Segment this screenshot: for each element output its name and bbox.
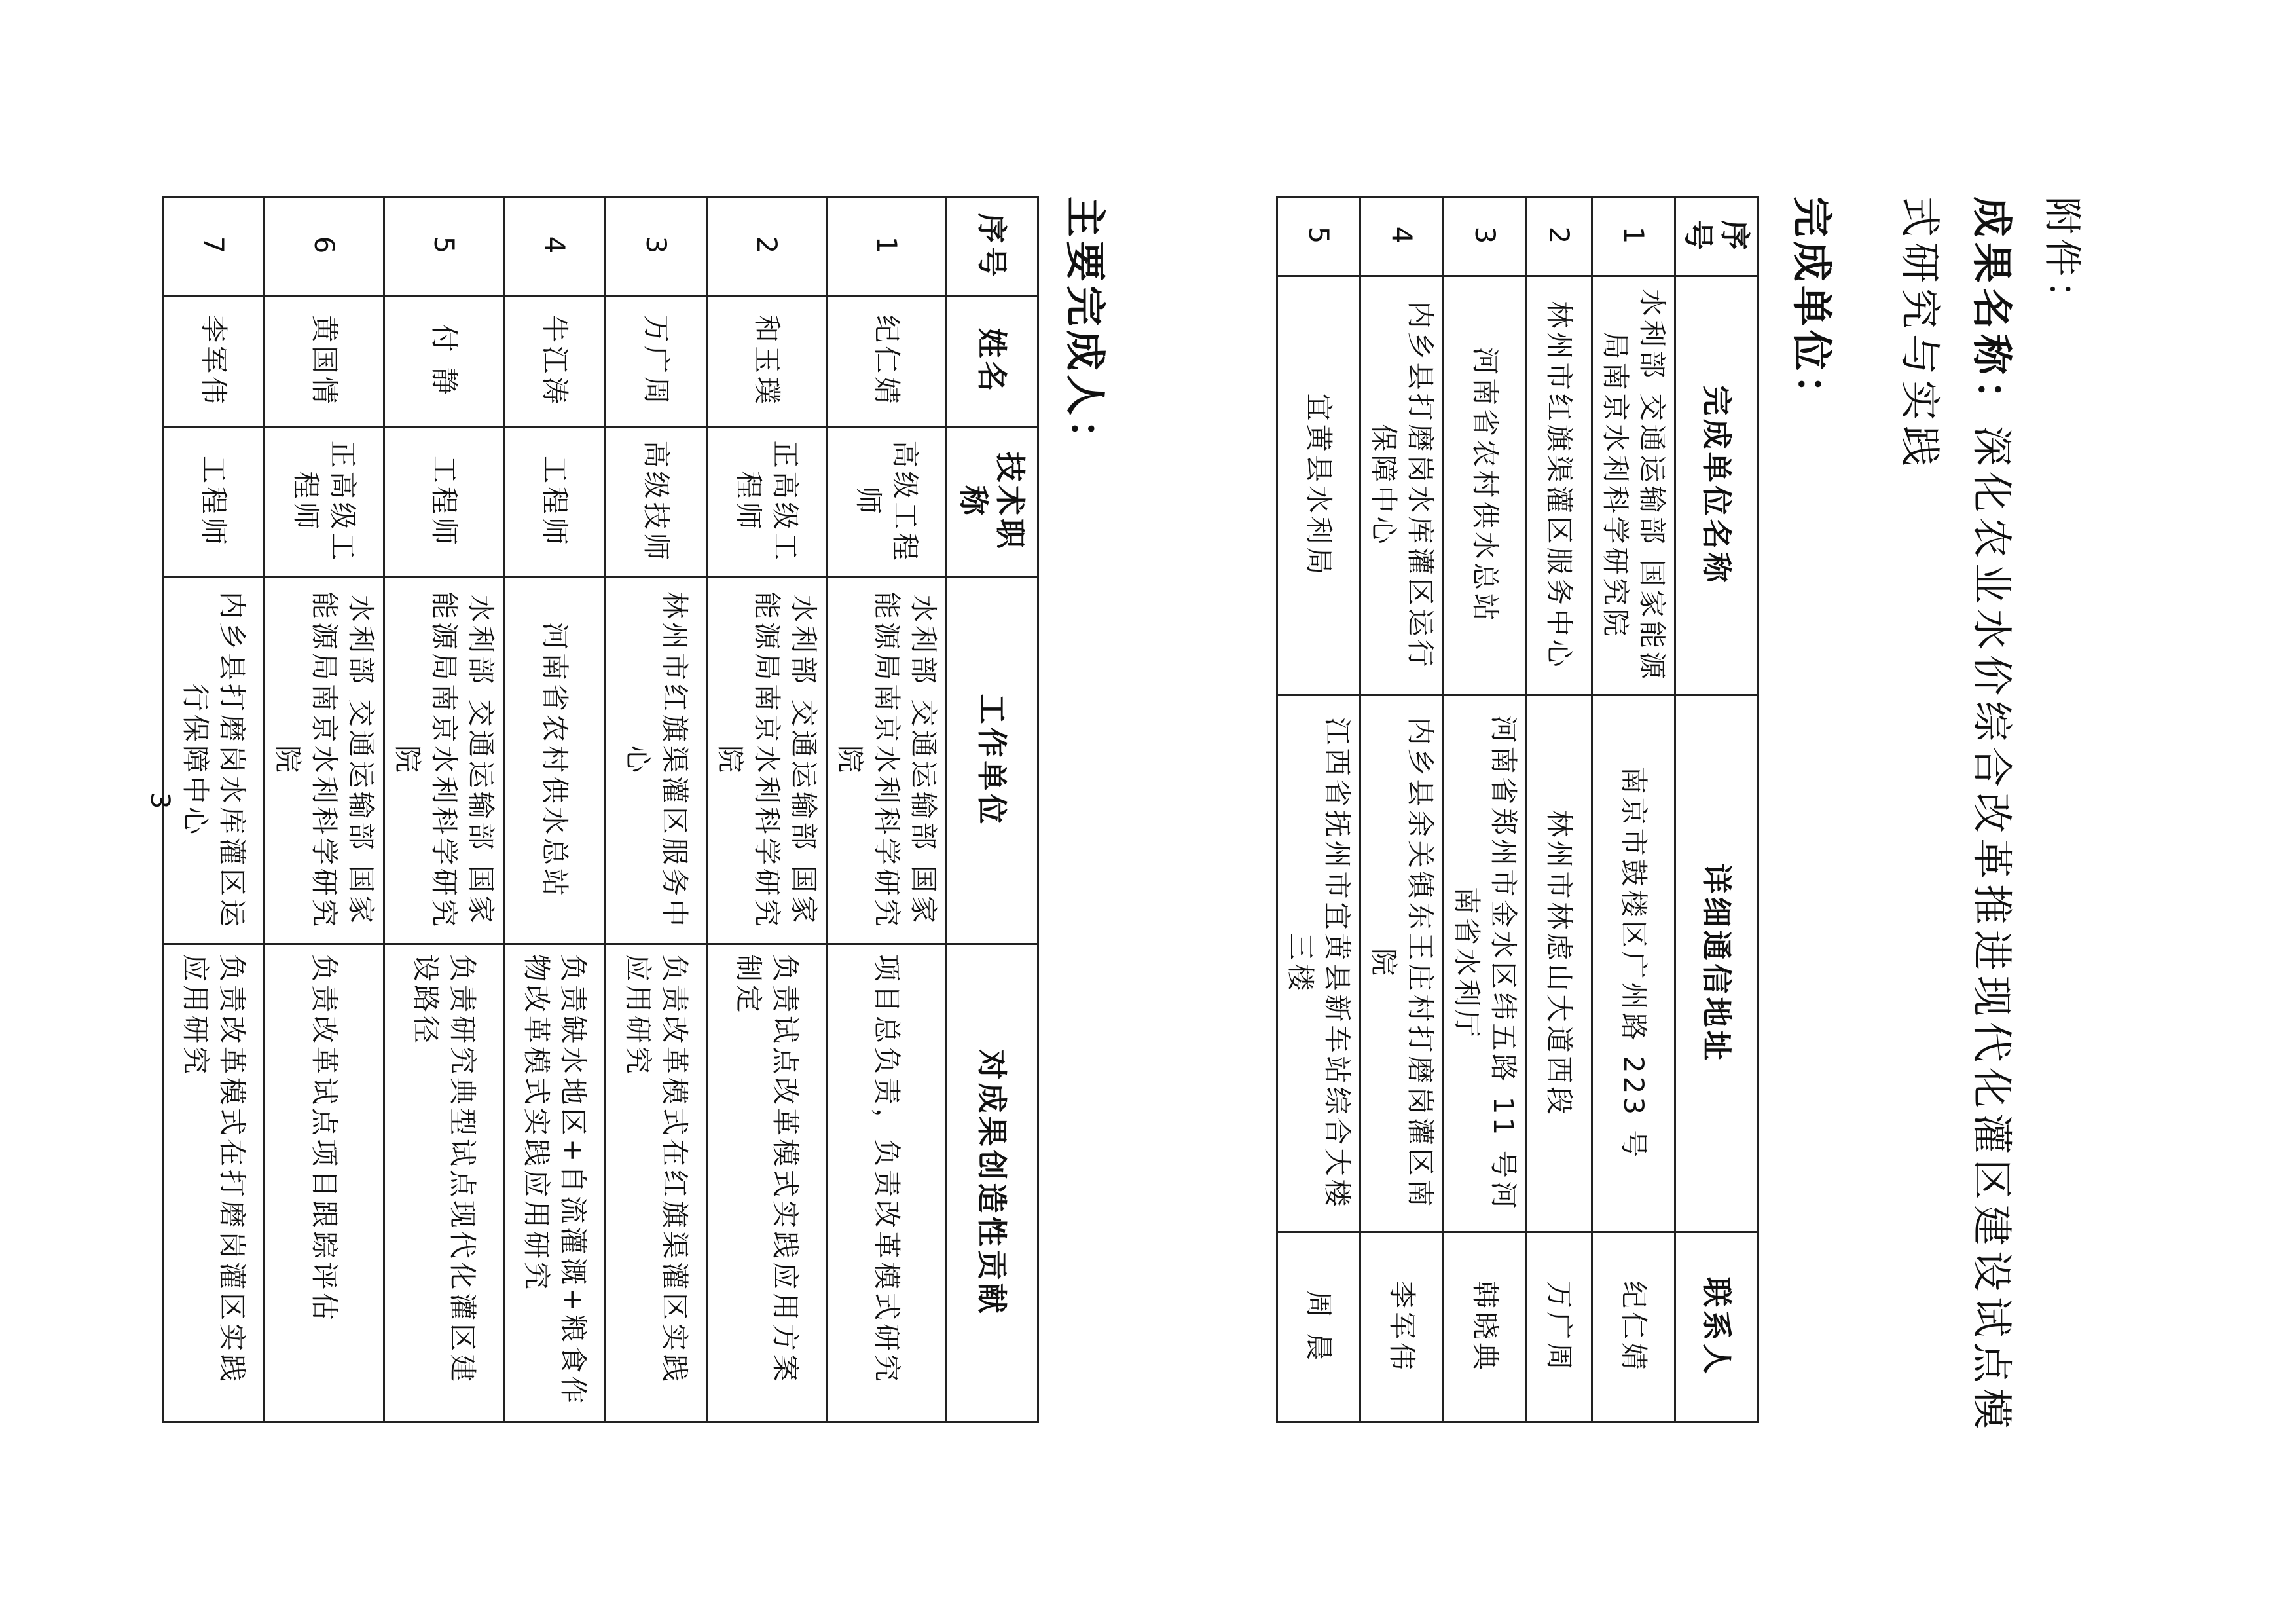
table-row <box>827 198 947 1422</box>
person-no: 4 <box>504 198 606 296</box>
person-contribution: 负责改革试点项目跟踪评估 <box>264 944 384 1422</box>
header-title: 技术职称 <box>947 427 1038 578</box>
person-no: 2 <box>707 198 827 296</box>
table-row <box>1277 198 1360 1422</box>
person-name: 和玉璞 <box>707 296 827 427</box>
unit-no: 5 <box>1277 198 1360 276</box>
person-title: 高级技师 <box>606 427 707 578</box>
person-org: 河南省农村供水总站 <box>504 578 606 944</box>
person-title: 工程师 <box>504 427 606 578</box>
persons-table <box>162 196 1039 1423</box>
table-row <box>1527 198 1592 1422</box>
unit-no: 1 <box>1592 198 1675 276</box>
person-org: 水利部 交通运输部 国家能源局南京水利科学研究院 <box>264 578 384 944</box>
table-row <box>384 198 504 1422</box>
person-name: 牛江涛 <box>504 296 606 427</box>
unit-address: 南京市鼓楼区广州路 223 号 <box>1592 695 1675 1232</box>
person-title: 正高级工程师 <box>707 427 827 578</box>
table-row <box>1592 198 1675 1422</box>
unit-contact: 周 晨 <box>1277 1232 1360 1422</box>
unit-no: 2 <box>1527 198 1592 276</box>
table-row <box>163 198 264 1422</box>
units-table <box>1276 196 1759 1423</box>
person-name: 万广周 <box>606 296 707 427</box>
unit-contact: 纪仁婧 <box>1592 1232 1675 1422</box>
person-no: 1 <box>827 198 947 296</box>
unit-no: 4 <box>1360 198 1444 276</box>
person-name: 付 静 <box>384 296 504 427</box>
unit-contact: 万广周 <box>1527 1232 1592 1422</box>
unit-address: 江西省抚州市宜黄县新车站综合大楼三楼 <box>1277 695 1360 1232</box>
unit-name: 宜黄县水利局 <box>1277 276 1360 695</box>
person-name: 李军伟 <box>163 296 264 427</box>
person-title: 工程师 <box>163 427 264 578</box>
table-row <box>264 198 384 1422</box>
header-contact: 联系人 <box>1675 1232 1758 1422</box>
header-no: 序号 <box>947 198 1038 296</box>
unit-address: 内乡县余关镇东王庄村打磨岗灌区南院 <box>1360 695 1444 1232</box>
attachment-label: 附件： <box>2040 196 2085 323</box>
person-no: 7 <box>163 198 264 296</box>
person-name: 黄国情 <box>264 296 384 427</box>
unit-no: 3 <box>1444 198 1527 276</box>
unit-contact: 李军伟 <box>1360 1232 1444 1422</box>
person-no: 5 <box>384 198 504 296</box>
header-name: 姓名 <box>947 296 1038 427</box>
persons-heading: 主要完成人： <box>1061 196 1109 464</box>
achievement-title <box>1884 196 2028 1441</box>
person-no: 3 <box>606 198 707 296</box>
units-heading: 完成单位： <box>1788 196 1836 420</box>
table-row <box>1360 198 1444 1422</box>
person-contribution: 项目总负责，负责改革模式研究 <box>827 944 947 1422</box>
header-org: 工作单位 <box>947 578 1038 944</box>
table-header-row <box>1675 198 1758 1422</box>
table-header-row <box>947 198 1038 1422</box>
table-row <box>606 198 707 1422</box>
person-title: 高级工程师 <box>827 427 947 578</box>
person-name: 纪仁婧 <box>827 296 947 427</box>
header-no: 序号 <box>1675 198 1758 276</box>
unit-name: 河南省农村供水总站 <box>1444 276 1527 695</box>
unit-address: 河南省郑州市金水区纬五路 11 号河南省水利厅 <box>1444 695 1527 1232</box>
unit-name: 内乡县打磨岗水库灌区运行保障中心 <box>1360 276 1444 695</box>
table-row <box>707 198 827 1422</box>
person-contribution: 负责改革模式在红旗渠灌区实践应用研究 <box>606 944 707 1422</box>
person-contribution: 负责缺水地区+自流灌溉+粮食作物改革模式实践应用研究 <box>504 944 606 1422</box>
header-unit-name: 完成单位名称 <box>1675 276 1758 695</box>
person-org: 水利部 交通运输部 国家能源局南京水利科学研究院 <box>707 578 827 944</box>
page-number: 3 <box>145 792 175 809</box>
person-no: 6 <box>264 198 384 296</box>
person-contribution: 负责改革模式在打磨岗灌区实践应用研究 <box>163 944 264 1422</box>
person-org: 水利部 交通运输部 国家能源局南京水利科学研究院 <box>827 578 947 944</box>
person-title: 工程师 <box>384 427 504 578</box>
person-contribution: 负责研究典型试点现代化灌区建设路径 <box>384 944 504 1422</box>
person-title: 正高级工程师 <box>264 427 384 578</box>
unit-contact: 韩晓典 <box>1444 1232 1527 1422</box>
person-contribution: 负责试点改革模式实践应用方案制定 <box>707 944 827 1422</box>
achievement-label: 成果名称： <box>1968 196 2016 426</box>
unit-name: 林州市红旗渠灌区服务中心 <box>1527 276 1592 695</box>
person-org: 水利部 交通运输部 国家能源局南京水利科学研究院 <box>384 578 504 944</box>
unit-name: 水利部 交通运输部 国家能源局南京水利科学研究院 <box>1592 276 1675 695</box>
unit-address: 林州市林虑山大道西段 <box>1527 695 1592 1232</box>
header-contribution: 对成果创造性贡献 <box>947 944 1038 1422</box>
person-org: 林州市红旗渠灌区服务中心 <box>606 578 707 944</box>
achievement-name: 深化农业水价综合改革推进现代化灌区建设试点模式研究与实践 <box>1896 196 2016 1435</box>
header-address: 详细通信地址 <box>1675 695 1758 1232</box>
table-row <box>1444 198 1527 1422</box>
person-org: 内乡县打磨岗水库灌区运行保障中心 <box>163 578 264 944</box>
table-row <box>504 198 606 1422</box>
